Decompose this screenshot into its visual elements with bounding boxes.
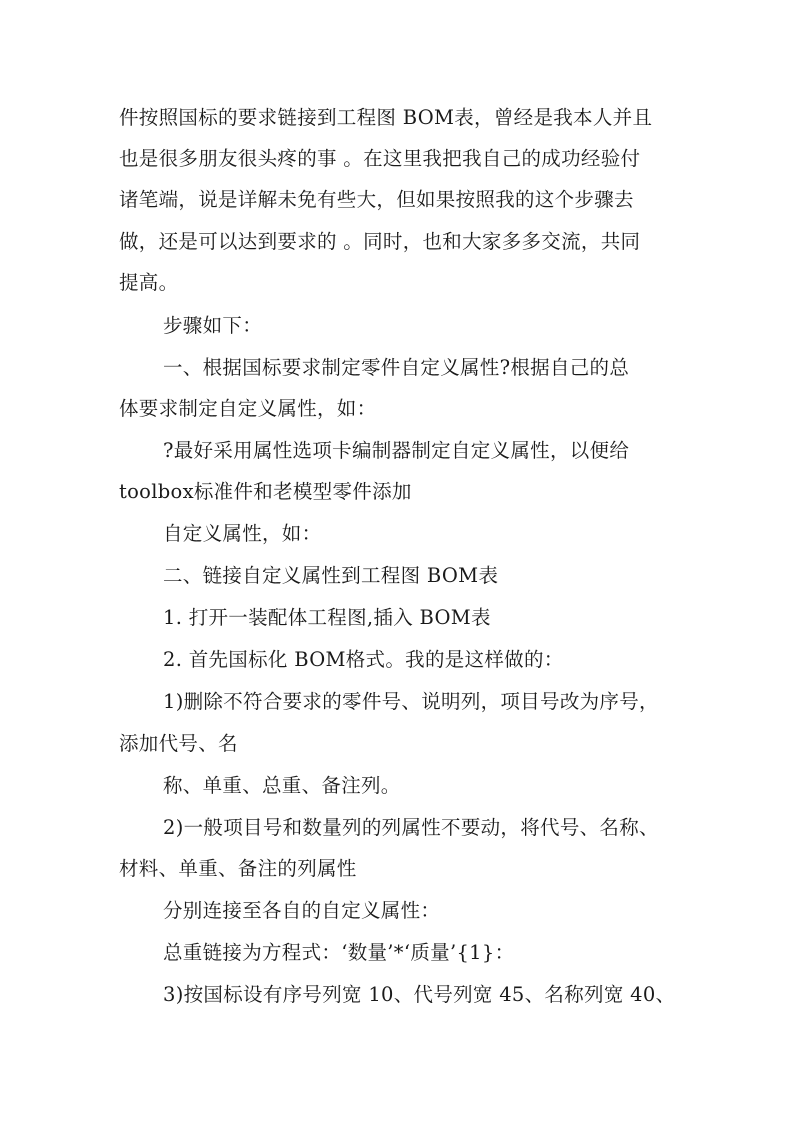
text-line: 总重链接为方程式：‘数量’*‘质量’{1}：: [163, 941, 515, 964]
text-line: 自定义属性，如：: [163, 522, 322, 545]
text-line: 3)按国标设有序号列宽 10、代号列宽 45、名称列宽 40、: [163, 983, 676, 1006]
text-line: 1)删除不符合要求的零件号、说明列，项目号改为序号，: [163, 690, 659, 713]
text-line: 做，还是可以达到要求的 。同时，也和大家多多交流，共同: [119, 230, 641, 253]
text-line: 添加代号、名: [119, 732, 238, 755]
text-line: 2)一般项目号和数量列的列属性不要动，将代号、名称、: [163, 816, 659, 839]
text-line: 材料、单重、备注的列属性: [119, 857, 357, 880]
text-line: 体要求制定自定义属性，如：: [119, 397, 377, 420]
text-line: 提高。: [119, 271, 179, 294]
text-line: ?最好采用属性选项卡编制器制定自定义属性，以便给: [163, 439, 630, 462]
text-line: 称、单重、总重、备注列。: [163, 774, 401, 797]
text-line: 也是很多朋友很头疼的事 。在这里我把我自己的成功经验付: [119, 147, 641, 170]
text-line: 分别连接至各自的自定义属性：: [163, 899, 441, 922]
text-line: 1. 打开一装配体工程图,插入 BOM表: [163, 606, 491, 629]
text-line: toolbox标准件和老模型零件添加: [119, 480, 412, 503]
text-line: 2. 首先国标化 BOM格式。我的是这样做的：: [163, 648, 564, 671]
text-line: 一、根据国标要求制定零件自定义属性?根据自己的总: [163, 356, 630, 379]
text-line: 件按照国标的要求链接到工程图 BOM表，曾经是我本人并且: [119, 106, 653, 129]
text-line: 二、链接自定义属性到工程图 BOM表: [163, 564, 499, 587]
text-line: 诸笔端，说是详解未免有些大，但如果按照我的这个步骤去: [119, 188, 634, 211]
text-line: 步骤如下：: [163, 314, 263, 337]
